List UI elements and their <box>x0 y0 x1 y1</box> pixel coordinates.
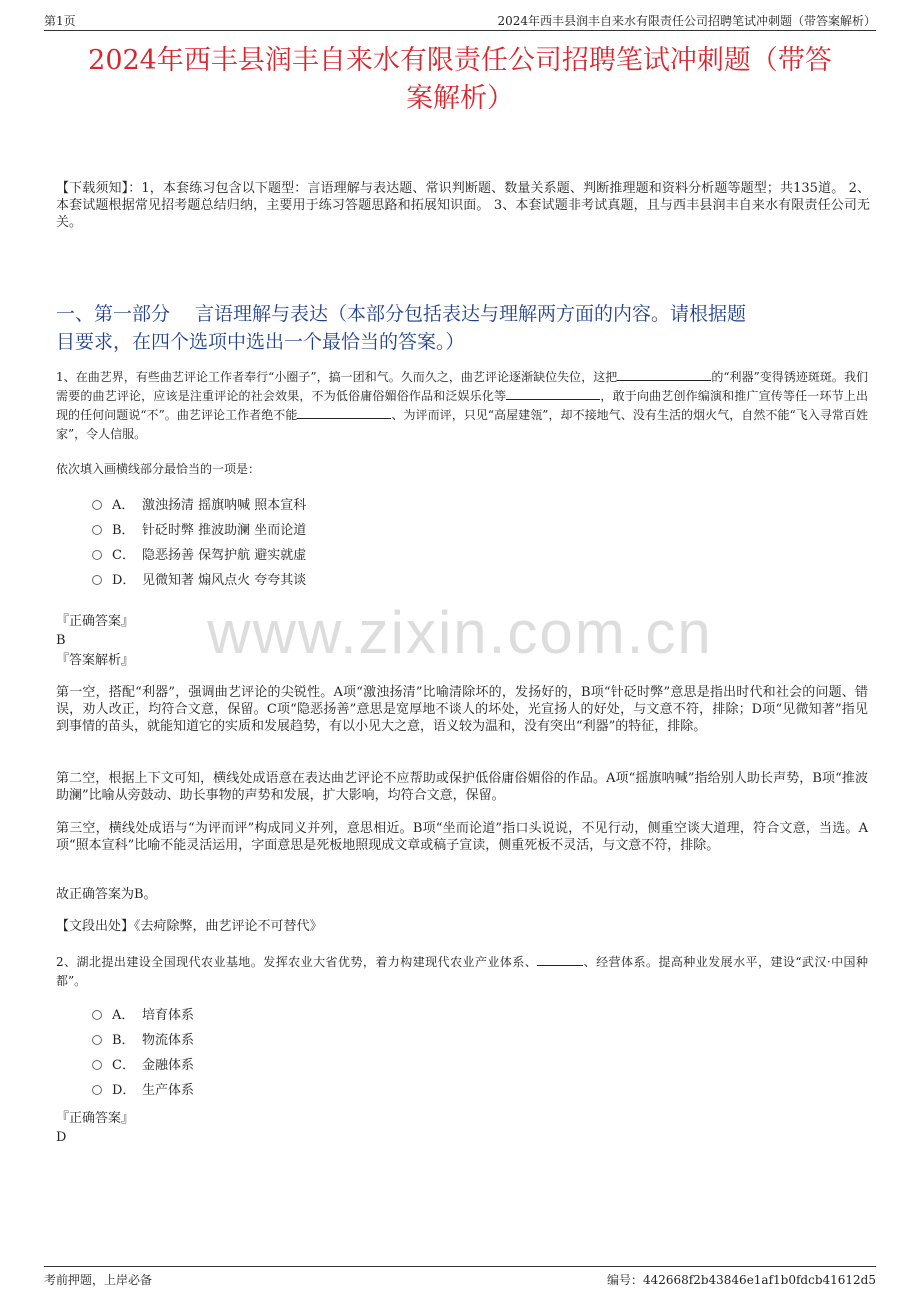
q2-answer-heading: 『正确答案』 <box>56 1111 135 1126</box>
question-2-text <box>56 953 868 991</box>
q2-option-d[interactable]: D． 生产体系 <box>92 1078 194 1103</box>
q1-analysis-conclusion: 故正确答案为B。 <box>56 887 157 902</box>
radio-icon[interactable] <box>92 1035 102 1045</box>
radio-icon[interactable] <box>92 575 102 585</box>
radio-icon[interactable] <box>92 500 102 510</box>
q1-answer-heading: 『正确答案』 <box>56 614 135 629</box>
q1-text-part-1: 1、在曲艺界，有些曲艺评论工作者奉行“小圈子”，搞一团和气。久而久之，曲艺评论逐渐缺位失位，这把 <box>56 370 618 384</box>
q1-analysis-paragraph-2: 第二空，根据上下文可知，横线处成语意在表达曲艺评论不应帮助或保护低俗庸俗媚俗的作品。A项“摇旗呐喊”指给别人助长声势，B项“推波助澜”比喻从旁鼓动、助长事物的声势和发展，扩大影响，均符合文意，保留。 <box>56 771 868 803</box>
q1-option-a[interactable]: A． 激浊扬清 摇旗呐喊 照本宣科 <box>92 493 306 518</box>
q2-answer: D <box>56 1130 67 1145</box>
watermark: www.zixin.com.cn <box>207 599 713 666</box>
footer-slogan: 考前押题，上岸必备 <box>44 1273 153 1287</box>
q1-answer: B <box>56 633 66 648</box>
q2-blank-1 <box>537 953 583 966</box>
radio-icon[interactable] <box>92 1085 102 1095</box>
q1-analysis-heading: 『答案解析』 <box>56 653 135 668</box>
section-heading-line-2: 目要求，在四个选项中选出一个最恰当的答案。） <box>56 331 465 353</box>
q1-blank-2 <box>506 387 600 400</box>
q2-option-a[interactable]: A． 培育体系 <box>92 1003 194 1028</box>
q2-text-part-2: 、经营体系。提高种业发展水平，建设“武汉·中国种都”。 <box>56 955 869 988</box>
radio-icon[interactable] <box>92 550 102 560</box>
question-1-options <box>92 493 306 593</box>
section-heading <box>56 300 868 356</box>
q1-blank-3 <box>297 406 391 419</box>
question-1-prompt: 依次填入画横线部分最恰当的一项是： <box>56 462 261 476</box>
q1-analysis-paragraph-1: 第一空，搭配“利器”，强调曲艺评论的尖锐性。A项“激浊扬清”比喻清除坏的，发扬好的，B项“针砭时弊”意思是指出时代和社会的问题、错误，劝人改正，均符合文意，保留。C项“隐恶扬善”意思是宽厚地不谈人的坏处，光宣扬人的好处，与文意不符，排除；D项“见微知著”指见到事情的苗头，就能知道它的实质和发展趋势，有以小见大之意，语义较为温和，没有突出“利器”的特征，排除。 <box>56 685 868 734</box>
q1-analysis-paragraph-3: 第三空，横线处成语与“为评而评”构成同义并列，意思相近。B项“坐而论道”指口头说说，不见行动，侧重空谈大道理，符合文意，当选。A项“照本宣科”比喻不能灵活运用，字面意思是死板地照现成文章或稿子宣读，侧重死板不灵活，与文意不符，排除。 <box>56 821 868 853</box>
q1-blank-1 <box>617 368 711 381</box>
page-number: 第1页 <box>44 14 76 28</box>
q1-text-part-4: 、为评而评，只见“高屋建瓴”，却不接地气、没有生活的烟火气，自然不能“飞入寻常百姓家”，令人信服。 <box>56 408 868 441</box>
q1-text-part-3: ，敢于向曲艺创作编演和推广宣传等任一环节上出现的任何问题说“不”。曲艺评论工作者绝不能 <box>56 389 868 422</box>
q2-option-b[interactable]: B． 物流体系 <box>92 1028 194 1053</box>
section-heading-line-1: 一、第一部分 言语理解与表达（本部分包括表达与理解两方面的内容。请根据题 <box>56 303 747 325</box>
radio-icon[interactable] <box>92 525 102 535</box>
title-line-1: 2024年西丰县润丰自来水有限责任公司招聘笔试冲刺题（带答 <box>88 45 832 76</box>
page-footer <box>44 1266 876 1287</box>
q2-text-part-1: 2、湖北提出建设全国现代农业基地。发挥农业大省优势，着力构建现代农业产业体系、 <box>56 955 538 969</box>
title-line-2: 案解析） <box>406 83 514 114</box>
question-1-text <box>56 368 868 444</box>
document-title <box>44 42 876 118</box>
radio-icon[interactable] <box>92 1060 102 1070</box>
q1-option-d[interactable]: D． 见微知著 煽风点火 夸夸其谈 <box>92 568 306 593</box>
header-doc-title: 2024年西丰县润丰自来水有限责任公司招聘笔试冲刺题（带答案解析） <box>497 14 876 28</box>
download-notice: 【下载须知】：1，本套练习包含以下题型：言语理解与表达题、常识判断题、数量关系题、判断推理题和资料分析题等题型；共135道。 2、本套试题根据常见招考题总结归纳，主要用于练习答题思路和拓展知识面。 3、本套试题非考试真题，且与西丰县润丰自来水有限责任公司无关。 <box>56 181 870 230</box>
q1-text-part-2: 的“利器”变得锈迹斑斑。我们需要的曲艺评论，应该是注重评论的社会效果，不为低俗庸俗媚俗作品和泛娱乐化等 <box>56 370 868 403</box>
q1-option-c[interactable]: C． 隐恶扬善 保驾护航 避实就虚 <box>92 543 306 568</box>
question-2-options <box>92 1003 194 1103</box>
page-header <box>44 10 876 31</box>
footer-doc-id: 编号：442668f2b43846e1af1b0fdcb41612d5 <box>606 1273 876 1287</box>
radio-icon[interactable] <box>92 1010 102 1020</box>
q1-source: 【文段出处】《去疴除弊，曲艺评论不可替代》 <box>56 919 323 934</box>
q1-option-b[interactable]: B． 针砭时弊 推波助澜 坐而论道 <box>92 518 306 543</box>
q2-option-c[interactable]: C． 金融体系 <box>92 1053 194 1078</box>
